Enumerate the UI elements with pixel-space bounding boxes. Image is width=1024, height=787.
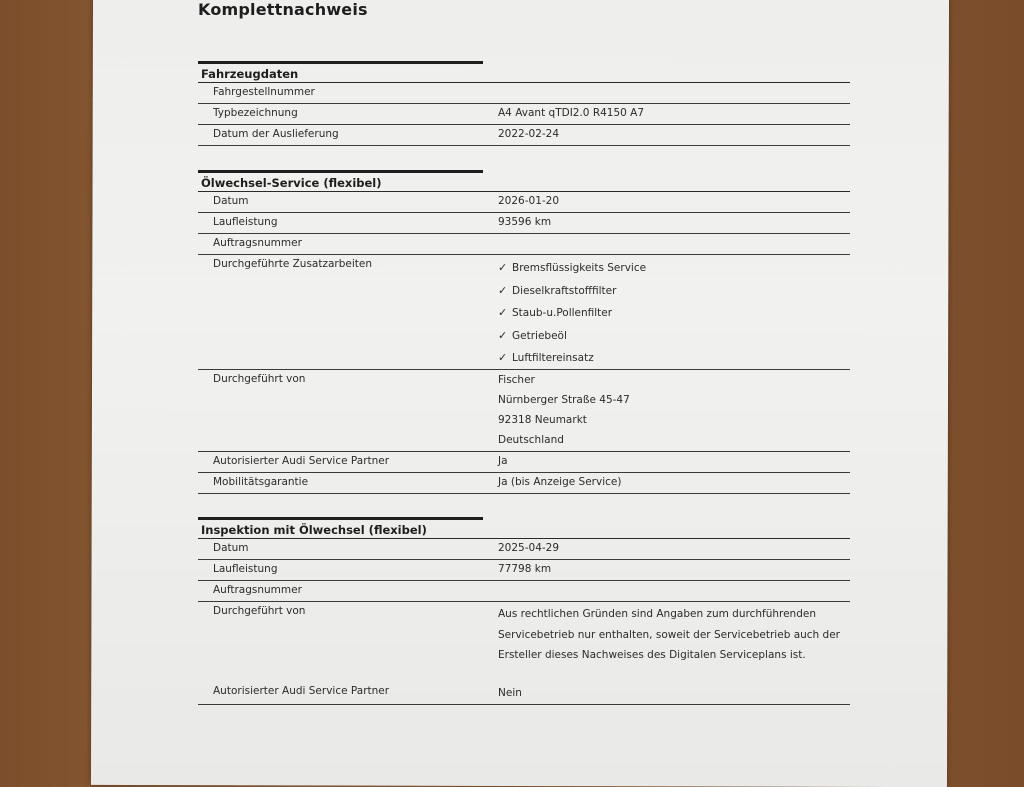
check-list [498,261,646,374]
table-row [198,473,850,494]
notice-line: Servicebetrieb nur enthalten, soweit der Servicebetrieb auch der [498,628,840,641]
field-label: Laufleistung [213,216,278,228]
checkmark-icon: ✓ [498,306,508,319]
section-top-rule [198,61,483,64]
field-label: Fahrgestellnummer [213,86,315,98]
address-line: Deutschland [498,434,564,446]
field-value: 2026-01-20 [498,195,560,207]
table-row [198,539,850,560]
field-label: Durchgeführte Zusatzarbeiten [213,258,373,270]
address-block [498,373,630,453]
table-row [198,104,850,125]
checkmark-icon: ✓ [498,283,508,297]
section-top-rule [198,517,483,520]
document-title: Komplettnachweis [198,0,368,19]
section-heading: Ölwechsel-Service (flexibel) [201,176,382,190]
notice-line: Aus rechtlichen Gründen sind Angaben zum durchführenden [498,608,816,620]
field-value: 2025-04-29 [498,542,560,554]
section-heading: Inspektion mit Ölwechsel (flexibel) [201,523,427,537]
section-header [198,61,850,83]
table-row [198,234,850,255]
address-line: Fischer [498,374,535,386]
list-item [498,329,646,352]
table-row [198,125,850,146]
field-label: Auftragsnummer [213,237,302,249]
field-label: Autorisierter Audi Service Partner [213,455,390,467]
field-value: Ja [498,455,508,467]
check-item-label: Dieselkraftstofffilter [512,284,617,297]
table-row [198,560,850,581]
section-top-rule [198,170,483,173]
field-label: Datum [213,195,249,207]
check-item-label: Staub-u.Pollenfilter [512,307,613,319]
table-row [198,213,850,234]
checkmark-icon: ✓ [498,351,508,364]
table-row [198,255,850,370]
section-fahrzeugdaten [198,61,850,146]
field-label: Typbezeichnung [213,107,298,119]
check-item-label: Bremsflüssigkeits Service [512,262,647,274]
field-value: 2022-02-24 [498,128,560,140]
section-heading: Fahrzeugdaten [201,67,299,81]
field-value: Nein [498,687,522,699]
legal-notice [498,607,840,669]
table-row [198,452,850,473]
address-line: Nürnberger Straße 45-47 [498,394,630,406]
field-label: Datum [213,542,249,554]
address-line: 92318 Neumarkt [498,414,587,426]
table-row [198,602,850,682]
field-label: Auftragsnummer [213,584,302,596]
section-header [198,170,850,192]
field-value: Ja (bis Anzeige Service) [498,476,622,488]
field-value: 93596 km [498,216,552,228]
field-value: A4 Avant qTDI2.0 R4150 A7 [498,107,645,119]
table-row [198,581,850,602]
field-label: Durchgeführt von [213,605,306,617]
field-label: Mobilitätsgarantie [213,476,309,488]
check-item-label: Getriebeöl [512,329,567,342]
list-item [498,261,646,284]
list-item [498,306,646,329]
table-row [198,192,850,213]
section-header [198,517,850,539]
check-item-label: Luftfiltereinsatz [512,352,594,364]
checkmark-icon: ✓ [498,261,508,274]
field-label: Durchgeführt von [213,373,306,385]
section-inspektion [198,517,850,705]
field-value: 77798 km [498,563,552,575]
section-oelwechsel-service [198,170,850,494]
notice-line: Ersteller dieses Nachweises des Digitalen Serviceplans ist. [498,649,806,661]
list-item [498,284,646,307]
table-row [198,370,850,452]
field-label: Datum der Auslieferung [213,128,339,140]
checkmark-icon: ✓ [498,328,508,342]
table-row [198,682,850,705]
table-row [198,83,850,104]
field-label: Autorisierter Audi Service Partner [213,685,390,697]
field-label: Laufleistung [213,563,278,575]
